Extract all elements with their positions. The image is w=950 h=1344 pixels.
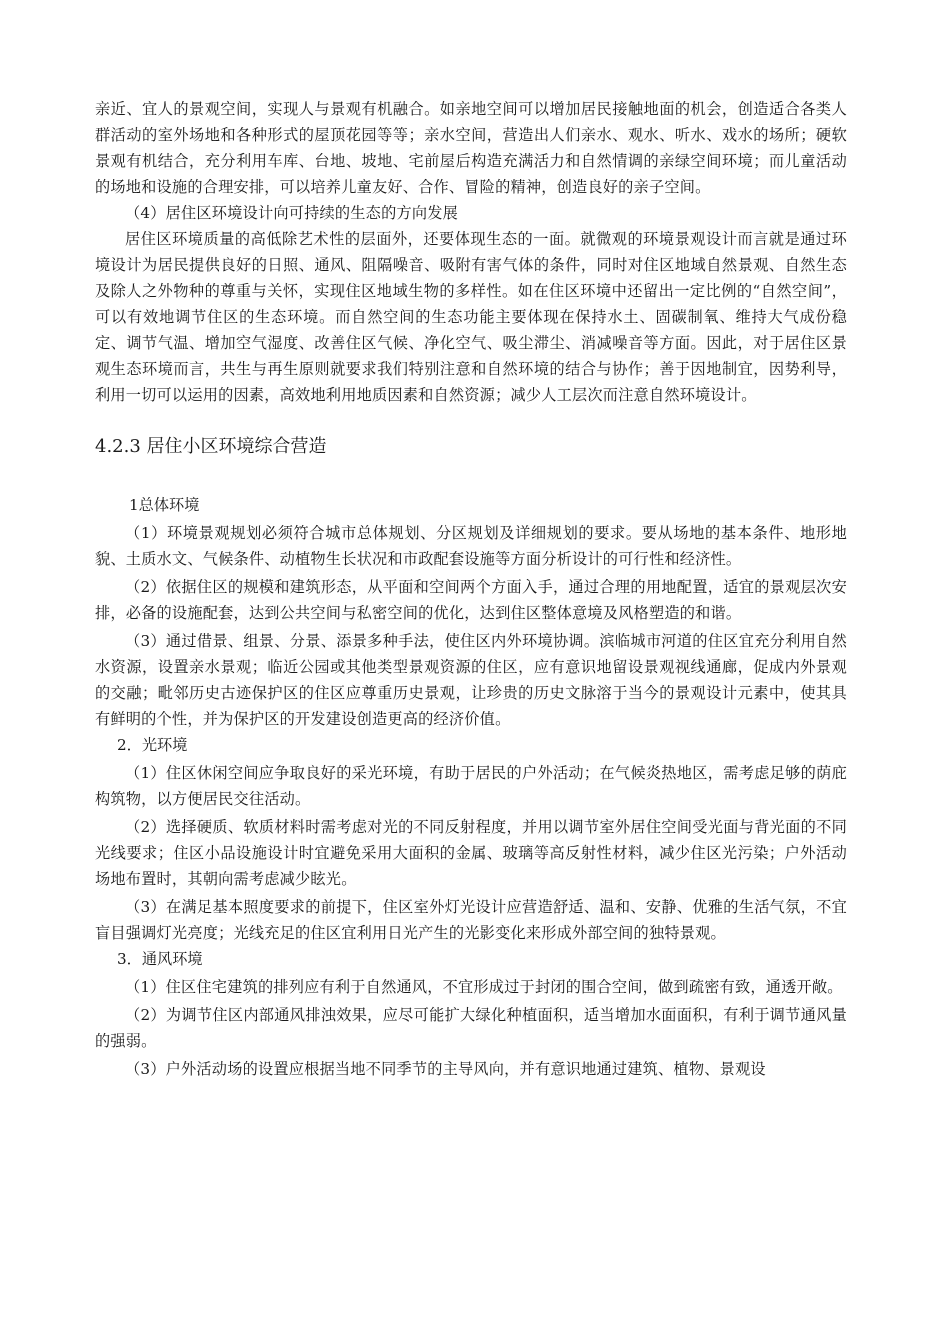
overall-paragraph-3: （3）通过借景、组景、分景、添景多种手法，使住区内外环境协调。滨临城市河道的住区宜充分利用自然水资源，设置亲水景观；临近公园或其他类型景观资源的住区，应有意识地留设景观视线通廊，促成内外景观的交融；毗邻历史古迹保护区的住区应尊重历史景观，让珍贵的历史文脉溶于当今的景观设计元素中，使其具有鲜明的个性，并为保护区的开发建设创造更高的经济价值。 — [95, 632, 847, 728]
light-paragraph-2: （2）选择硬质、软质材料时需考虑对光的不同反射程度，并用以调节室外居住空间受光面与背光面的不同光线要求；住区小品设施设计时宜避免采用大面积的金属、玻璃等高反射性材料，减少住区光污染；户外活动场地布置时，其朝向需考虑减少眩光。 — [95, 818, 847, 888]
ventilation-paragraph-2: （2）为调节住区内部通风排浊效果，应尽可能扩大绿化种植面积，适当增加水面面积，有利于调节通风量的强弱。 — [95, 1006, 847, 1050]
document-page — [95, 96, 847, 1082]
light-environment-title: 2．光环境 — [117, 736, 188, 754]
intro-paragraph-2: 居住区环境质量的高低除艺术性的层面外，还要体现生态的一面。就微观的环境景观设计而言就是通过环境设计为居民提供良好的日照、通风、阻隔噪音、吸附有害气体的条件，同时对住区地域自然景观、自然生态及除人之外物种的尊重与关怀，实现住区地域生物的多样性。如在住区环境中还留出一定比例的“自然空间”，可以有效地调节住区的生态环境。而自然空间的生态功能主要体现在保持水土、固碳制氧、维持大气成份稳定、调节气温、增加空气湿度、改善住区气候、净化空气、吸尘滞尘、消减噪音等方面。因此，对于居住区景观生态环境而言，共生与再生原则就要求我们特别注意和自然环境的结合与协作；善于因地制宜，因势利导，利用一切可以运用的因素，高效地利用地质因素和自然资源；减少人工层次而注意自然环境设计。 — [95, 230, 847, 404]
ventilation-paragraph-3: （3）户外活动场的设置应根据当地不同季节的主导风向，并有意识地通过建筑、植物、景观设 — [125, 1060, 766, 1078]
light-paragraph-1: （1）住区休闲空间应争取良好的采光环境，有助于居民的户外活动；在气候炎热地区，需考虑足够的荫庇构筑物，以方便居民交往活动。 — [95, 764, 847, 808]
overall-environment-title: 1总体环境 — [129, 496, 200, 514]
ventilation-environment-title: 3．通风环境 — [117, 950, 203, 968]
overall-paragraph-1: （1）环境景观规划必须符合城市总体规划、分区规划及详细规划的要求。要从场地的基本条件、地形地貌、土质水文、气候条件、动植物生长状况和市政配套设施等方面分析设计的可行性和经济性。 — [95, 524, 847, 568]
overall-paragraph-2: （2）依据住区的规模和建筑形态，从平面和空间两个方面入手，通过合理的用地配置，适宜的景观层次安排，必备的设施配套，达到公共空间与私密空间的优化，达到住区整体意境及风格塑造的和谐。 — [95, 578, 847, 622]
light-paragraph-3: （3）在满足基本照度要求的前提下，住区室外灯光设计应营造舒适、温和、安静、优雅的生活气氛，不宜盲目强调灯光亮度；光线充足的住区宜利用日光产生的光影变化来形成外部空间的独特景观。 — [95, 898, 847, 942]
section-heading: 4.2.3 居住小区环境综合营造 — [95, 436, 327, 457]
ventilation-paragraph-1: （1）住区住宅建筑的排列应有利于自然通风，不宜形成过于封闭的围合空间，做到疏密有致，通透开敞。 — [125, 978, 843, 996]
item-4-title: （4）居住区环境设计向可持续的生态的方向发展 — [125, 204, 459, 222]
intro-paragraph-1: 亲近、宜人的景观空间，实现人与景观有机融合。如亲地空间可以增加居民接触地面的机会，创造适合各类人群活动的室外场地和各种形式的屋顶花园等等；亲水空间，营造出人们亲水、观水、听水、戏水的场所；硬软景观有机结合，充分利用车库、台地、坡地、宅前屋后构造充满活力和自然情调的亲绿空间环境；而儿童活动的场地和设施的合理安排，可以培养儿童友好、合作、冒险的精神，创造良好的亲子空间。 — [95, 100, 847, 196]
